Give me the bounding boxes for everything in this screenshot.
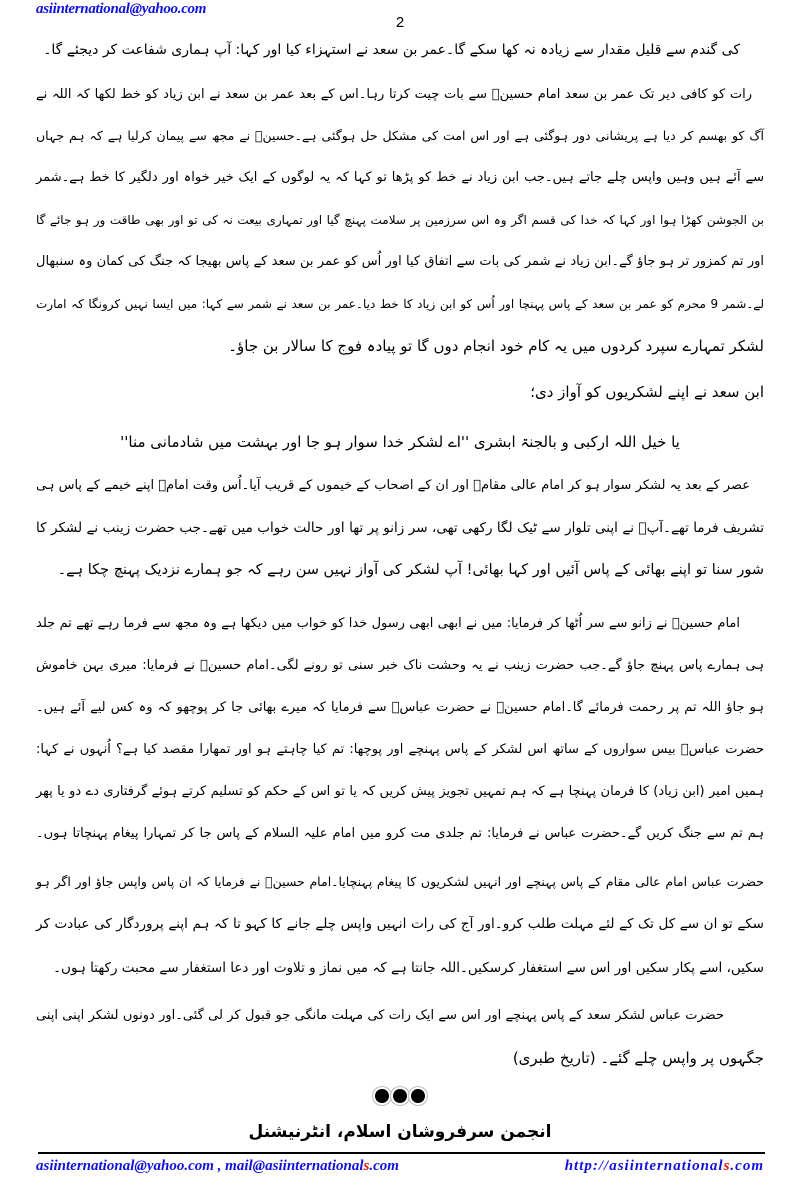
email-suffix: .com	[369, 1158, 399, 1174]
text-line: آگ کو بھسم کر دیا ہے پریشانی دور ہوگئی ہے اور اس امت کی مشکل حل ہوگئی ہے۔حسینؑ نے مجھ سے پیمان کرلیا ہے کہ ہم جہاں	[36, 128, 764, 143]
footer-divider	[38, 1152, 765, 1154]
star-icon	[393, 1089, 407, 1103]
text-line: حضرت عباس امام عالی مقام کے پاس پہنچے اور انہیں لشکریوں کا پیغام پہنچایا۔امام حسینؑ نے فرمایا کہ ان پاس واپس جاؤ اور اگر ہو	[36, 874, 764, 889]
organization-title: انجمن سرفروشان اسلام، انٹرنیشنل	[248, 1122, 552, 1142]
text-line: یا خیل اللہ ارکبی و بالجنۃ ابشری ''اے لشکر خدا سوار ہو جا اور بہشت میں شادمانی منا''	[120, 433, 680, 451]
star-icon	[411, 1089, 425, 1103]
text-line: ابن سعد نے اپنے لشکریوں کو آواز دی؛	[530, 383, 764, 401]
text-line: ہو جاؤ اللہ تم پر رحمت فرمائے گا۔امام حسینؑ نے حضرت عباسؑ سے فرمایا کہ میرے بھائی جا کر پوچھو کہ وہ کس لیے آئے ہیں۔	[36, 700, 764, 715]
footer-email-mail-link[interactable]	[225, 1158, 399, 1174]
url-highlight: s	[723, 1158, 731, 1174]
text-line: اور تم کمزور تر ہو جاؤ گے۔ابن زیاد نے شمر کی بات سے اتفاق کیا اور اُس کو عمر بن سعد کے پاس بھیجا کہ جنگ کی کمان وہ سنبھال	[36, 254, 764, 269]
text-line: کی گندم سے قلیل مقدار سے زیادہ نہ کھا سکے گا۔عمر بن سعد نے استہزاء کیا اور کہا: آپ ہماری شفاعت کر دیجئے گا۔	[43, 42, 740, 58]
three-stars-icon	[0, 1088, 800, 1107]
footer-website-link[interactable]	[565, 1158, 764, 1175]
text-line: عصر کے بعد یہ لشکر سوار ہو کر امام عالی مقامؑ اور ان کے اصحاب کے خیموں کے قریب آیا۔اُس وقت امامؑ اپنے خیمے کے پاس ہی	[36, 478, 750, 493]
text-line: ہمیں امیر (ابن زیاد) کا فرمان پہنچا ہے کہ ہم تمہیں تجویز پیش کریں کہ یا تو اس کے حکم کو تسلیم کرتے ہوئے گرفتاری دے دو یا پھر	[36, 784, 764, 799]
text-line: سے آئے ہیں وہیں واپس چلے جاتے ہیں۔جب ابن زیاد نے خط کو پڑھا تو کہا کہ یہ لوگوں کے ایک خیر خواہ اور دلگیر کا خط ہے۔شمر	[36, 170, 764, 185]
star-icon	[375, 1089, 389, 1103]
url-suffix: .com	[730, 1158, 764, 1174]
text-line: شور سنا تو اپنے بھائی کے پاس آئیں اور کہا بھائی! آپ لشکر کی آواز نہیں سن رہے کہ جو ہمارے نزدیک پہنچ چکا ہے۔	[57, 562, 764, 578]
footer-email-yahoo-link[interactable]: asiinternational@yahoo.com	[36, 1158, 214, 1174]
text-line: جگہوں پر واپس چلے گئے۔ (تاریخ طبری)	[512, 1049, 764, 1067]
header-email-link[interactable]: asiinternational@yahoo.com	[36, 1, 207, 17]
text-line: ہی ہمارے پاس پہنچ جاؤ گے۔جب حضرت زینب نے یہ وحشت ناک خبر سنی تو رونے لگی۔امام حسینؑ نے فرمایا: میری بہن خاموش	[36, 658, 764, 673]
email-highlight: s	[363, 1158, 370, 1174]
text-line: سکیں، اسے پکار سکیں اور اس سے استغفار کرسکیں۔اللہ جانتا ہے کہ میں نماز و تلاوت اور دعا استغفار سے محبت رکھتا ہوں۔	[53, 960, 764, 976]
text-line: ہم تم سے جنگ کریں گے۔حضرت عباس نے فرمایا: تم جلدی مت کرو میں امام علیہ السلام کے پاس جا کر تمہارا پیغام پہنچاتا ہوں۔	[36, 826, 764, 841]
text-line: رات کو کافی دیر تک عمر بن سعد امام حسینؑ سے بات چیت کرتا رہا۔اس کے بعد عمر بن سعد نے ابن زیاد کو خط لکھا کہ اللہ نے	[36, 87, 752, 102]
email-prefix: mail@asiinternational	[225, 1158, 364, 1174]
text-line: سکے تو ان سے کل تک کے لئے مہلت طلب کرو۔اور آج کی رات انہیں واپس چلے جانے کا کہو تا کہ ہم اپنے پروردگار کی عبادت کر	[36, 916, 764, 932]
text-line: حضرت عباسؑ بیس سواروں کے ساتھ اس لشکر کے پاس پہنچے اور پوچھا: تم کیا چاہتے ہو اور تمھارا مقصد کیا ہے؟ اُنہوں نے کہا:	[36, 742, 764, 757]
page-number: 2	[395, 14, 405, 31]
text-line: حضرت عباس لشکر سعد کے پاس پہنچے اور اس سے ایک رات کی مہلت مانگی جو قبول کر لی گئی۔اور دونوں لشکر اپنی اپنی	[36, 1008, 724, 1023]
separator: ,	[213, 1158, 226, 1174]
text-line: لے۔شمر 9 محرم کو عمر بن سعد کے پاس پہنچا اور اُس کو ابن زیاد کا خط دیا۔عمر بن سعد نے شمر سے کہا: میں ایسا نہیں کرونگا کہ امارت	[36, 297, 764, 311]
url-prefix: http://asiinternational	[564, 1158, 724, 1174]
text-line: بن الجوشن کھڑا ہوا اور کہا کہ خدا کی قسم اگر وہ اس سرزمین پر سلامت پہنچ گیا اور تمہاری بیعت نہ کی تو اور بھی طاقت ور ہو جائے گا	[36, 213, 764, 227]
text-line: امام حسینؑ نے زانو سے سر اُٹھا کر فرمایا: میں نے ابھی ابھی رسول خدا کو خواب میں دیکھا ہے وہ مجھ سے فرما رہے تھے تم جلد	[36, 616, 740, 631]
text-line: تشریف فرما تھے۔آپؑ نے اپنی تلوار سے ٹیک لگا رکھی تھی، سر زانو پر تھا اور حالت خواب میں تھے۔جب حضرت زینب نے لشکر کا	[36, 520, 764, 536]
text-line: لشکر تمہارے سپرد کردوں میں یہ کام خود انجام دوں گا تو پیادہ فوج کا سالار بن جاؤ۔	[228, 337, 764, 355]
footer-emails	[36, 1158, 399, 1175]
